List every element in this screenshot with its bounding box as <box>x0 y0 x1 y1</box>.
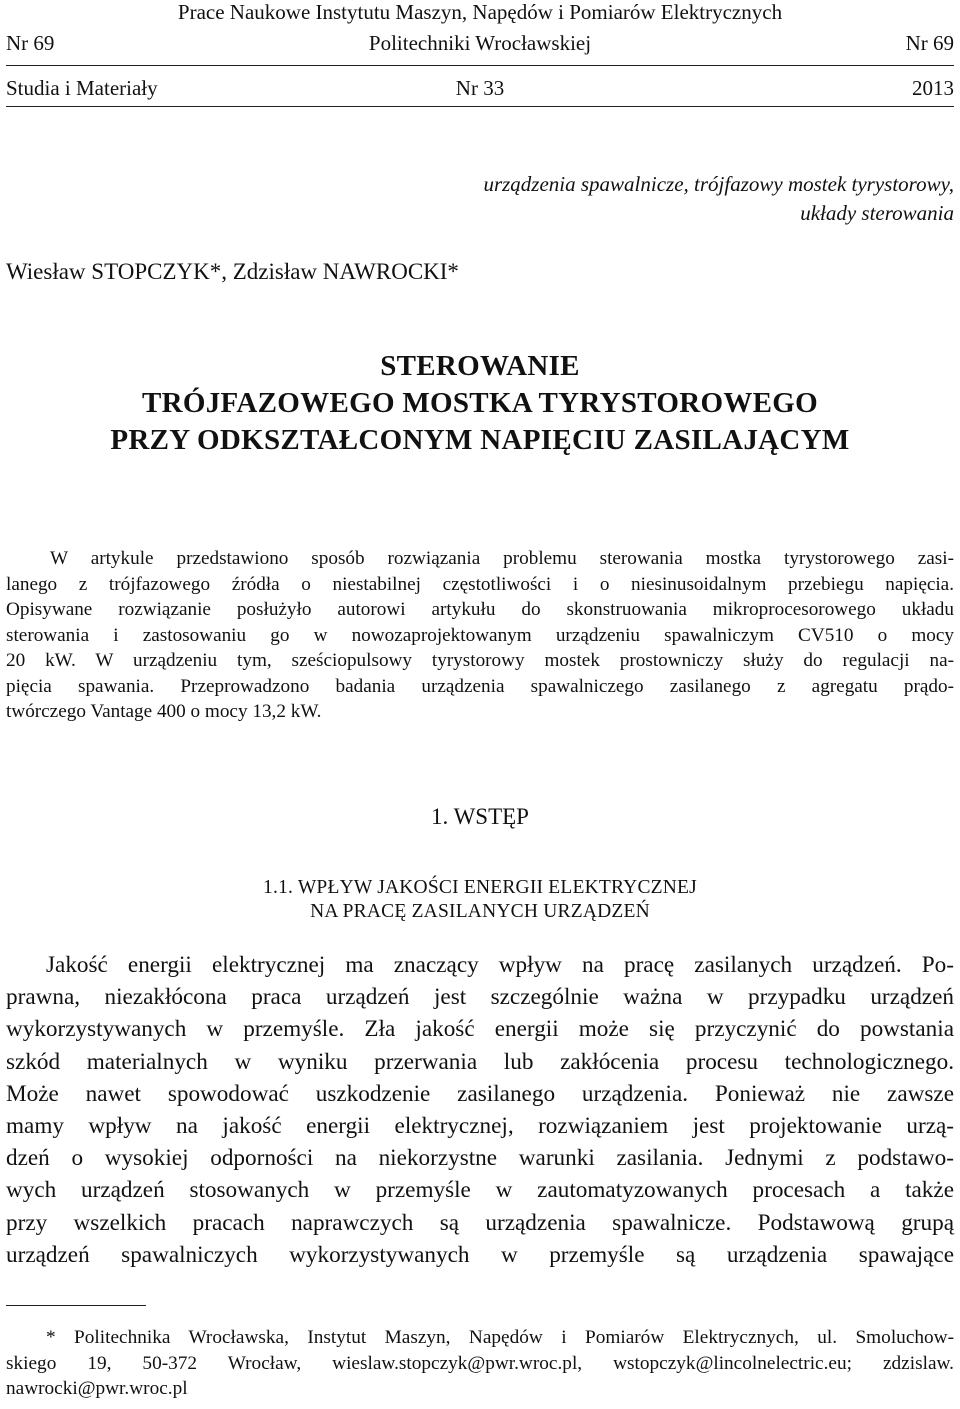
abstract-line: 20 kW. W urządzeniu tym, sześciopulsowy tyrystorowy mostek prostowniczy służy do regulacji na- <box>6 650 954 671</box>
issue-number-left: Nr 69 <box>6 31 55 55</box>
footnote <box>6 1325 954 1402</box>
body-line: dzeń o wysokiej odporności na niekorzystne warunki zasilania. Jednymi z podstawo- <box>6 1145 954 1172</box>
abstract <box>6 546 954 725</box>
footnote-line: * Politechnika Wrocławska, Instytut Maszyn, Napędów i Pomiarów Elektrycznych, ul. Smoluchow- <box>46 1327 954 1348</box>
body-line: wykorzystywanych w przemyśle. Zła jakość energii może się przyczynić do powstania <box>6 1016 954 1043</box>
abstract-line: Opisywane rozwiązanie posłużyło autorowi artykułu do skonstruowania mikroprocesorowego układu <box>6 599 954 620</box>
issue-number-right: Nr 69 <box>905 31 954 55</box>
keywords <box>483 170 954 228</box>
body-text <box>6 949 954 1271</box>
body-line: mamy wpływ na jakość energii elektrycznej, rozwiązaniem jest projektowanie urzą- <box>6 1112 954 1139</box>
journal-number-row <box>0 31 960 55</box>
body-line: szkód materialnych w wyniku przerwania lub zakłócenia procesu technologicznego. <box>6 1048 954 1075</box>
series-number: Nr 33 <box>455 76 505 100</box>
subsection-line-2: NA PRACĘ ZASILANYCH URZĄDZEŃ <box>310 901 650 922</box>
abstract-line: sterowania i zastosowaniu go w nowozaprojektowanym urządzeniu spawalniczym CV510 o mocy <box>6 624 954 646</box>
body-line: Jakość energii elektrycznej ma znaczący wpływ na pracę zasilanych urządzeń. Po- <box>46 952 954 978</box>
keywords-line-1: urządzenia spawalnicze, trójfazowy mostek tyrystorowy, <box>483 172 954 196</box>
footnote-line: skiego 19, 50-372 Wrocław, wieslaw.stopczyk@pwr.wroc.pl, wstopczyk@lincolnelectric.eu; zdzislaw. <box>6 1352 954 1374</box>
journal-title: Prace Naukowe Instytutu Maszyn, Napędów i Pomiarów Elektrycznych <box>177 0 783 24</box>
body-line: prawna, niezakłócona praca urządzeń jest szczególnie ważna w przypadku urządzeń <box>6 984 954 1011</box>
subsection-line-1: 1.1. WPŁYW JAKOŚCI ENERGII ELEKTRYCZNEJ <box>263 877 697 898</box>
article-title <box>0 348 960 459</box>
abstract-line: pięcia spawania. Przeprowadzono badania urządzenia spawalniczego zasilanego z agregatu prądo- <box>6 675 954 697</box>
abstract-line: lanego z trójfazowego źródła o niestabilnej częstotliwości i o niesinusoidalnym przebiegu napięcia. <box>6 573 954 595</box>
footnote-line: nawrocki@pwr.wroc.pl <box>6 1378 188 1399</box>
authors: Wiesław STOPCZYK*, Zdzisław NAWROCKI* <box>6 259 459 284</box>
abstract-line: W artykule przedstawiono sposób rozwiązania problemu sterowania mostka tyrystorowego zasi- <box>50 548 954 569</box>
body-line: urządzeń spawalniczych wykorzystywanych w przemyśle są urządzenia spawające <box>6 1241 954 1268</box>
series-row <box>0 76 960 100</box>
title-line-3: PRZY ODKSZTAŁCONYM NAPIĘCIU ZASILAJĄCYM <box>110 424 850 456</box>
abstract-line: twórczego Vantage 400 o mocy 13,2 kW. <box>6 701 322 722</box>
header-rule-bottom <box>6 106 954 107</box>
publication-year: 2013 <box>912 76 954 100</box>
series-name: Studia i Materiały <box>6 76 158 100</box>
university-name: Politechniki Wrocławskiej <box>368 31 592 55</box>
header-rule-top <box>6 65 954 66</box>
title-line-2: TRÓJFAZOWEGO MOSTKA TYRYSTOROWEGO <box>142 387 818 419</box>
body-line: Może nawet spowodować uszkodzenie zasilanego urządzenia. Ponieważ nie zawsze <box>6 1080 954 1107</box>
section-heading: 1. WSTĘP <box>431 804 529 829</box>
keywords-line-2: układy sterowania <box>800 201 954 225</box>
footnote-rule <box>6 1305 146 1306</box>
title-line-1: STEROWANIE <box>380 350 580 382</box>
subsection-heading <box>0 876 960 924</box>
body-line: wych urządzeń stosowanych w przemyśle w zautomatyzowanych procesach a także <box>6 1177 954 1204</box>
body-line: przy wszelkich pracach naprawczych są urządzenia spawalnicze. Podstawową grupą <box>6 1209 954 1236</box>
